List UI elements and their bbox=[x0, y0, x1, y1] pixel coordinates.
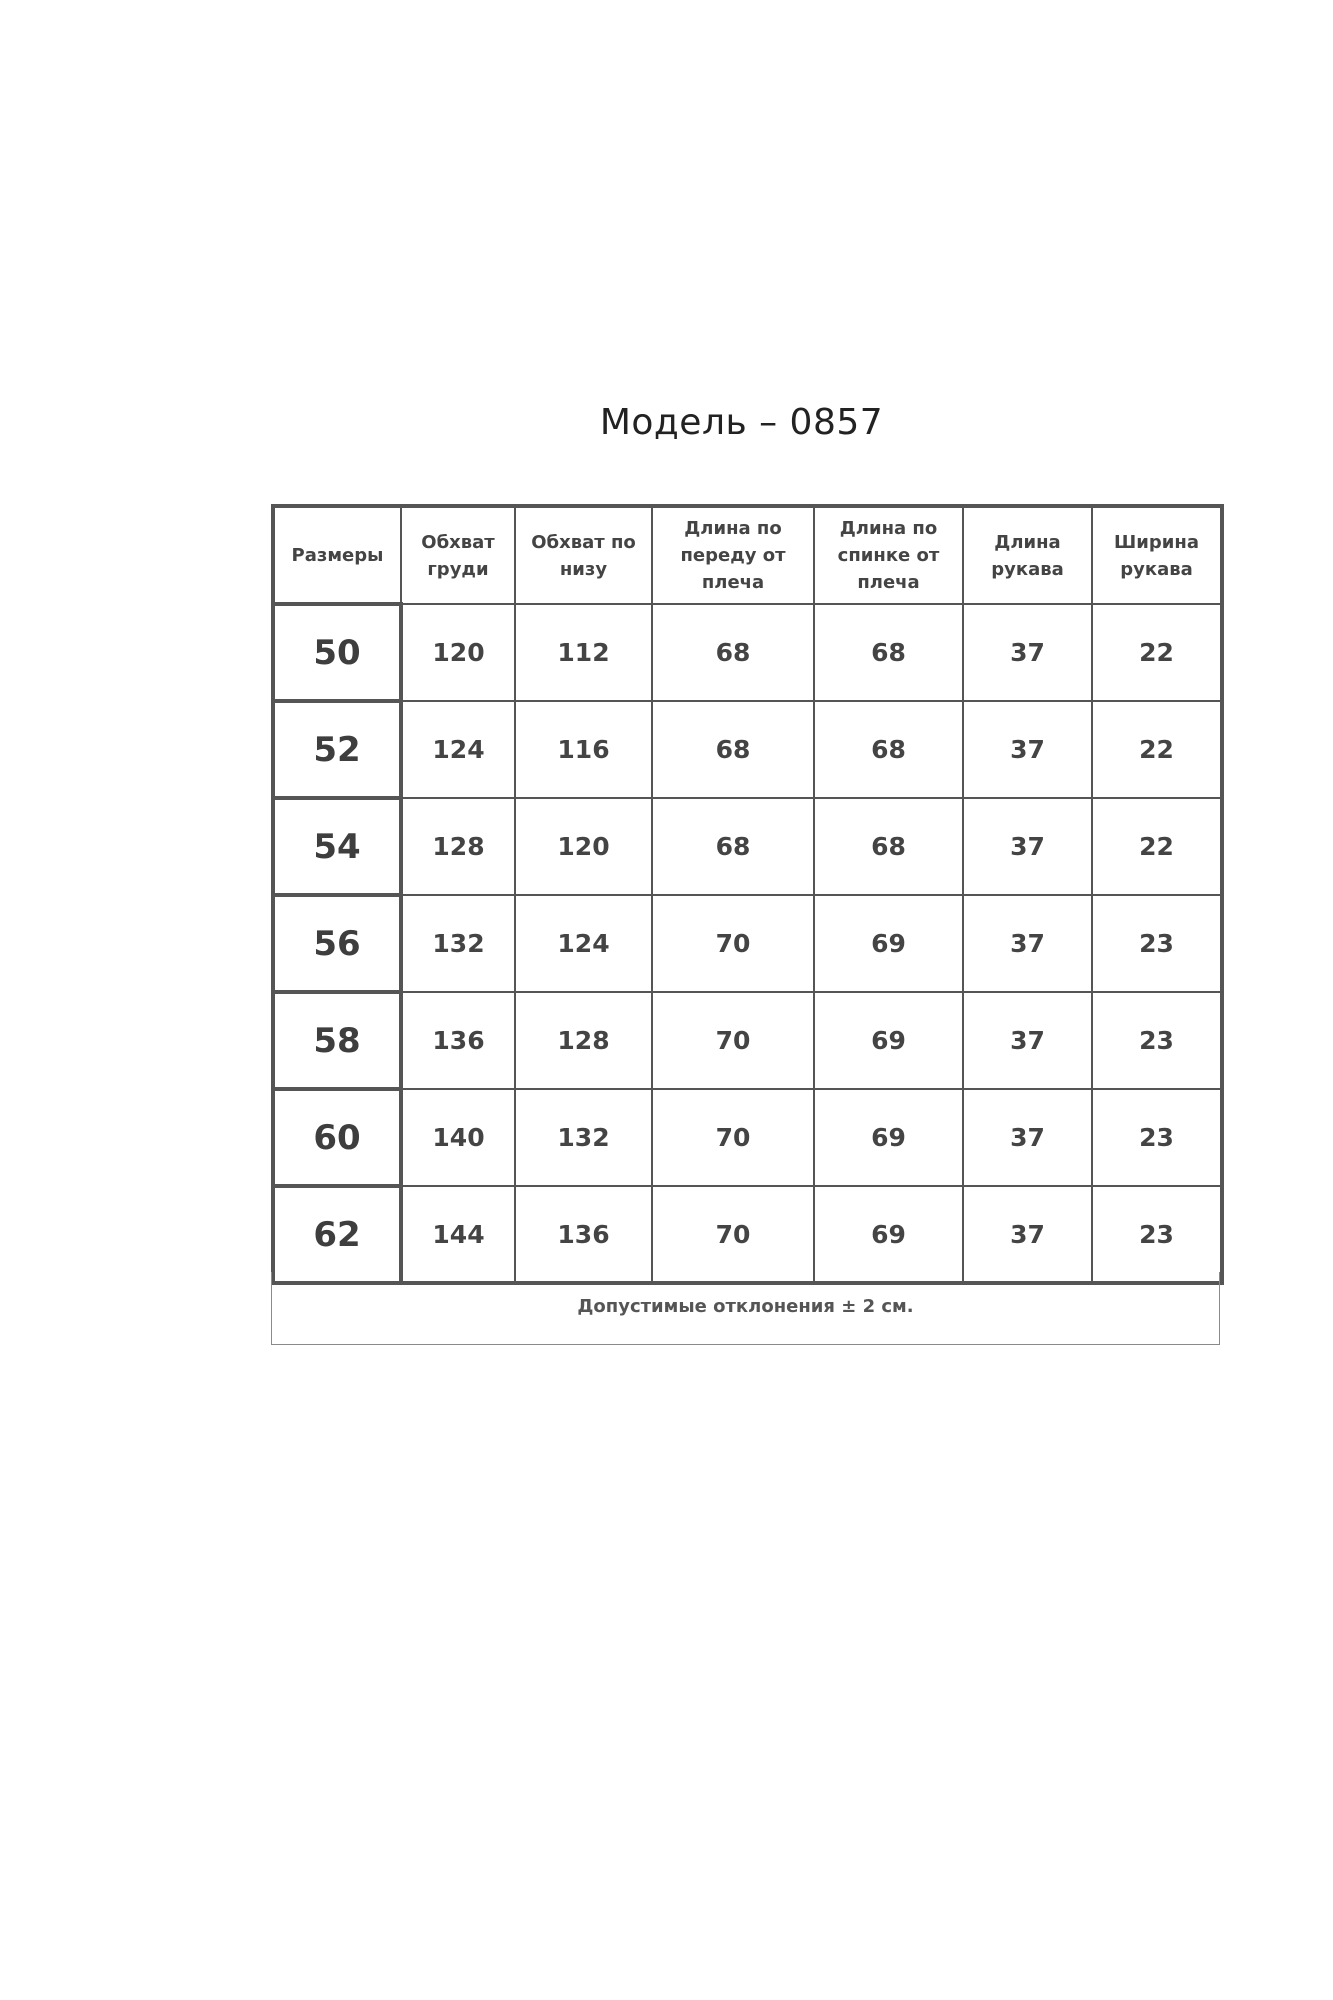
table-row bbox=[273, 895, 1222, 992]
table-cell: 22 bbox=[1092, 798, 1222, 895]
table-cell: 37 bbox=[963, 604, 1092, 701]
table-cell: 22 bbox=[1092, 604, 1222, 701]
column-header: Длина рукава bbox=[963, 506, 1092, 604]
table-cell: 68 bbox=[652, 701, 814, 798]
page-title: Модель – 0857 bbox=[599, 402, 884, 443]
table-row bbox=[273, 701, 1222, 798]
table-cell: 70 bbox=[652, 1089, 814, 1186]
table-row bbox=[273, 1186, 1222, 1283]
column-header: Длина по переду от плеча bbox=[652, 506, 814, 604]
size-cell: 52 bbox=[273, 701, 401, 798]
table-cell: 69 bbox=[814, 992, 963, 1089]
table-row bbox=[273, 1089, 1222, 1186]
table-cell: 23 bbox=[1092, 1089, 1222, 1186]
table-cell: 128 bbox=[401, 798, 515, 895]
table-cell: 70 bbox=[652, 895, 814, 992]
table-cell: 128 bbox=[515, 992, 652, 1089]
table-row bbox=[273, 798, 1222, 895]
size-table bbox=[271, 504, 1224, 1285]
table-cell: 68 bbox=[652, 798, 814, 895]
table-cell: 68 bbox=[814, 701, 963, 798]
table-cell: 124 bbox=[401, 701, 515, 798]
table-cell: 70 bbox=[652, 992, 814, 1089]
table-header-row bbox=[273, 506, 1222, 604]
table-cell: 120 bbox=[515, 798, 652, 895]
table-cell: 144 bbox=[401, 1186, 515, 1283]
table-cell: 37 bbox=[963, 1186, 1092, 1283]
column-header: Обхват по низу bbox=[515, 506, 652, 604]
size-cell: 58 bbox=[273, 992, 401, 1089]
size-cell: 50 bbox=[273, 604, 401, 701]
table-row bbox=[273, 604, 1222, 701]
table-cell: 23 bbox=[1092, 992, 1222, 1089]
table-cell: 136 bbox=[515, 1186, 652, 1283]
table-cell: 37 bbox=[963, 895, 1092, 992]
column-header: Размеры bbox=[273, 506, 401, 604]
table-cell: 68 bbox=[652, 604, 814, 701]
table-cell: 70 bbox=[652, 1186, 814, 1283]
table-cell: 22 bbox=[1092, 701, 1222, 798]
table-cell: 124 bbox=[515, 895, 652, 992]
table-cell: 136 bbox=[401, 992, 515, 1089]
table-cell: 140 bbox=[401, 1089, 515, 1186]
size-cell: 56 bbox=[273, 895, 401, 992]
column-header: Обхват груди bbox=[401, 506, 515, 604]
table-cell: 68 bbox=[814, 604, 963, 701]
table-cell: 112 bbox=[515, 604, 652, 701]
table-cell: 116 bbox=[515, 701, 652, 798]
table-cell: 132 bbox=[401, 895, 515, 992]
size-cell: 54 bbox=[273, 798, 401, 895]
table-cell: 23 bbox=[1092, 895, 1222, 992]
table-cell: 120 bbox=[401, 604, 515, 701]
table-cell: 23 bbox=[1092, 1186, 1222, 1283]
size-cell: 62 bbox=[273, 1186, 401, 1283]
tolerance-note: Допустимые отклонения ± 2 см. bbox=[271, 1272, 1220, 1345]
table-cell: 68 bbox=[814, 798, 963, 895]
table-cell: 37 bbox=[963, 992, 1092, 1089]
table-cell: 69 bbox=[814, 1186, 963, 1283]
table-cell: 69 bbox=[814, 895, 963, 992]
table-row bbox=[273, 992, 1222, 1089]
table-cell: 132 bbox=[515, 1089, 652, 1186]
size-cell: 60 bbox=[273, 1089, 401, 1186]
table-cell: 69 bbox=[814, 1089, 963, 1186]
table-cell: 37 bbox=[963, 701, 1092, 798]
table-cell: 37 bbox=[963, 1089, 1092, 1186]
column-header: Длина по спинке от плеча bbox=[814, 506, 963, 604]
column-header: Ширина рукава bbox=[1092, 506, 1222, 604]
table-cell: 37 bbox=[963, 798, 1092, 895]
